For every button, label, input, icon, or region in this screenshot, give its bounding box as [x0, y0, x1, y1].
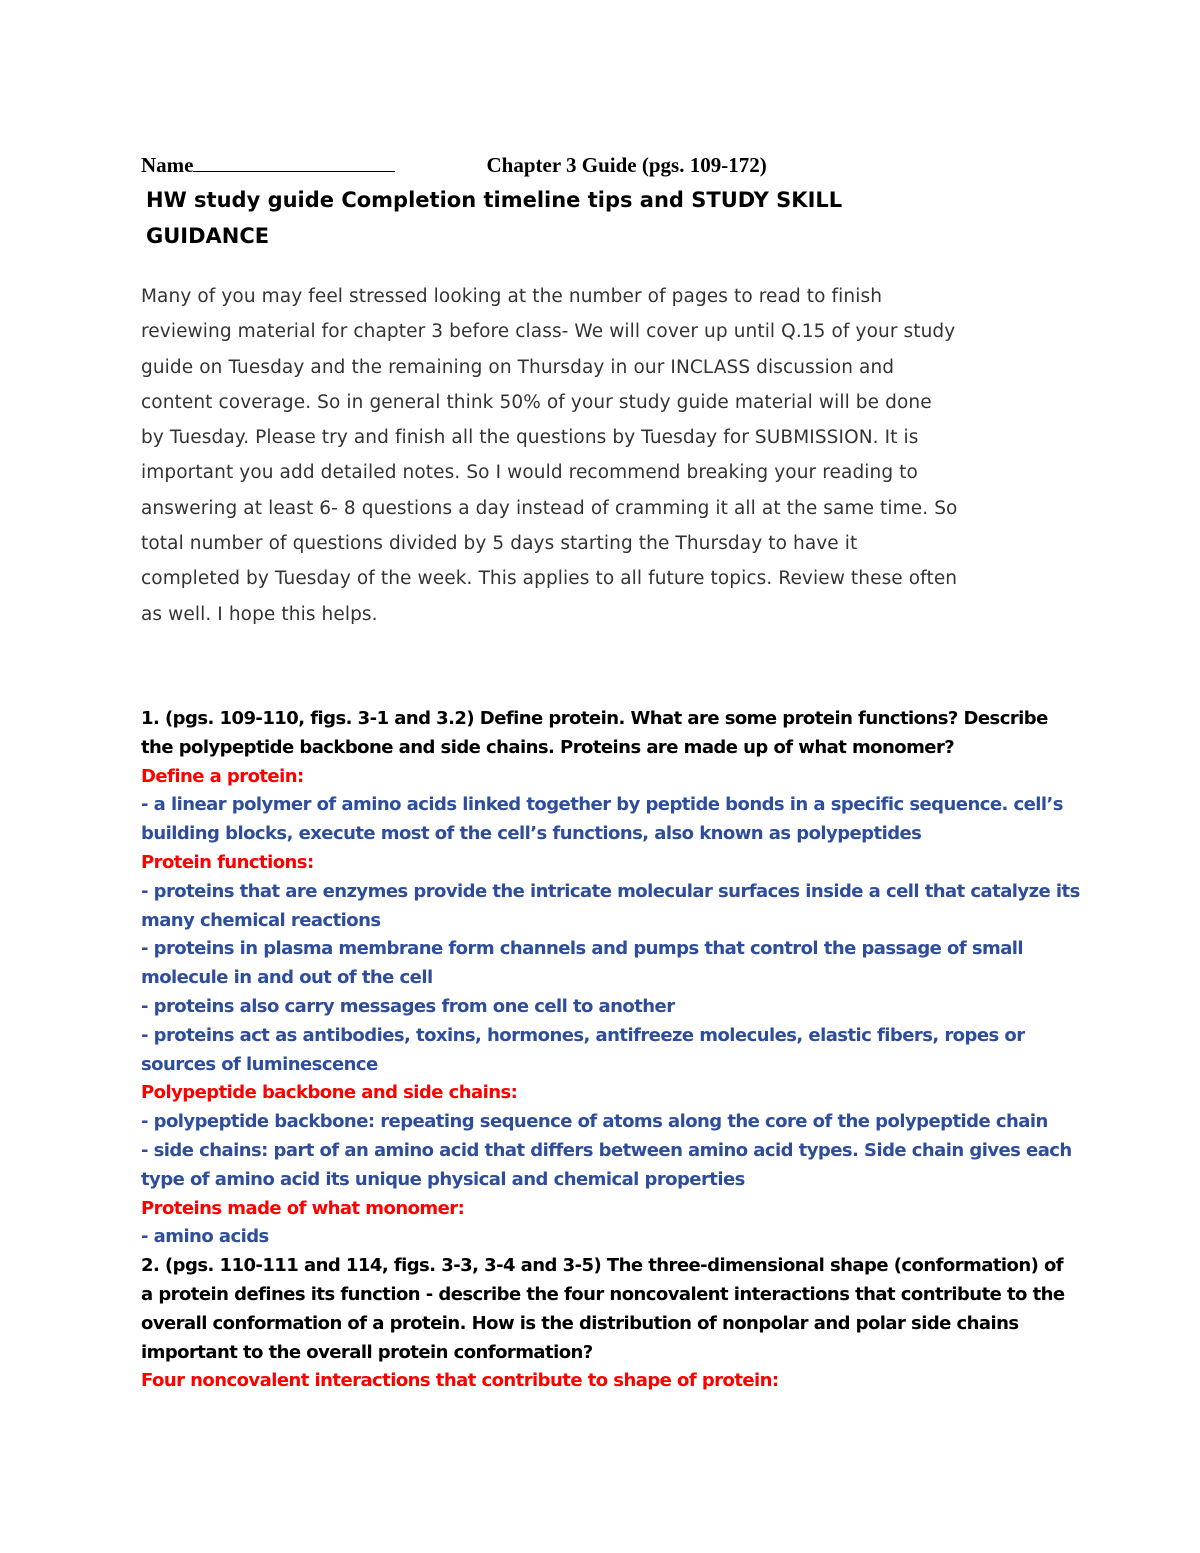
- question-text-line: a protein defines its function - describe the four noncovalent interactions that contribute to the: [141, 1283, 1065, 1305]
- answer-text-line: - a linear polymer of amino acids linked together by peptide bonds in a specific sequence. cell’s: [141, 794, 1063, 816]
- answer-text-line: - proteins act as antibodies, toxins, hormones, antifreeze molecules, elastic fibers, ropes or: [141, 1024, 1025, 1046]
- intro-line: guide on Tuesday and the remaining on Thursday in our INCLASS discussion and: [141, 356, 895, 378]
- intro-line: reviewing material for chapter 3 before class- We will cover up until Q.15 of your study: [141, 321, 956, 343]
- question-text-line: important to the overall protein conformation?: [141, 1341, 593, 1363]
- intro-line: Many of you may feel stressed looking at the number of pages to read to finish: [141, 286, 883, 307]
- answer-text-line: - proteins that are enzymes provide the intricate molecular surfaces inside a cell that catalyze its: [141, 880, 1080, 902]
- answer-text-line: type of amino acid its unique physical and chemical properties: [141, 1168, 745, 1190]
- chapter-title: Chapter 3 Guide (pgs. 109-172): [486, 153, 767, 177]
- guide-title-line: HW study guide Completion timeline tips and STUDY SKILL: [146, 188, 843, 212]
- answer-text-line: many chemical reactions: [141, 909, 381, 931]
- intro-line: completed by Tuesday of the week. This applies to all future topics. Review these often: [141, 568, 958, 590]
- intro-line: as well. I hope this helps.: [141, 603, 378, 625]
- answer-heading: Define a protein:: [141, 765, 304, 787]
- intro-paragraph: [141, 279, 1060, 632]
- question-answer-section: [141, 705, 1080, 1396]
- question-text-line: 2. (pgs. 110-111 and 114, figs. 3-3, 3-4 and 3-5) The three-dimensional shape (conformation) of: [141, 1255, 1064, 1277]
- answer-text-line: sources of luminescence: [141, 1053, 378, 1075]
- guide-title-line: GUIDANCE: [146, 224, 270, 248]
- answer-text-line: building blocks, execute most of the cell’s functions, also known as polypeptides: [141, 823, 922, 845]
- guide-title: [141, 182, 1060, 254]
- answer-heading: Protein functions:: [141, 851, 314, 873]
- answer-text-line: - proteins also carry messages from one cell to another: [141, 995, 675, 1017]
- question-text-line: overall conformation of a protein. How is the distribution of nonpolar and polar side chains: [141, 1312, 1019, 1334]
- name-blank-line: [193, 151, 395, 172]
- intro-line: content coverage. So in general think 50% of your study guide material will be done: [141, 391, 932, 413]
- question-text-line: 1. (pgs. 109-110, figs. 3-1 and 3.2) Define protein. What are some protein functions? Describe: [141, 707, 1048, 729]
- answer-text-line: - polypeptide backbone: repeating sequence of atoms along the core of the polypeptide chain: [141, 1111, 1048, 1133]
- answer-heading: Polypeptide backbone and side chains:: [141, 1082, 518, 1104]
- document-header: [141, 150, 1060, 180]
- answer-text-line: - side chains: part of an amino acid that differs between amino acid types. Side chain gives each: [141, 1139, 1072, 1161]
- name-label: Name: [141, 153, 194, 177]
- answer-heading: Four noncovalent interactions that contribute to shape of protein:: [141, 1370, 779, 1392]
- answer-heading: Proteins made of what monomer:: [141, 1197, 465, 1219]
- intro-line: answering at least 6- 8 questions a day instead of cramming it all at the same time. So: [141, 497, 958, 519]
- answer-text-line: - proteins in plasma membrane form channels and pumps that control the passage of small: [141, 938, 1024, 960]
- question-text-line: the polypeptide backbone and side chains. Proteins are made up of what monomer?: [141, 736, 955, 758]
- intro-line: important you add detailed notes. So I would recommend breaking your reading to: [141, 462, 918, 484]
- answer-text-line: - amino acids: [141, 1226, 269, 1248]
- intro-line: total number of questions divided by 5 days starting the Thursday to have it: [141, 533, 858, 555]
- answer-text-line: molecule in and out of the cell: [141, 967, 433, 989]
- intro-line: by Tuesday. Please try and finish all the questions by Tuesday for SUBMISSION. It is: [141, 427, 919, 449]
